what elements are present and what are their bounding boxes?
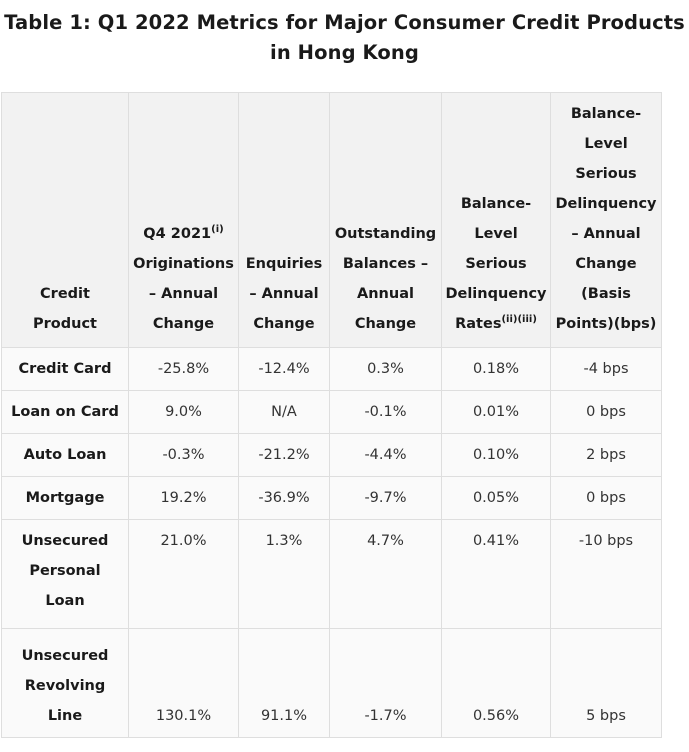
header-line <box>553 309 659 339</box>
header-line <box>131 249 236 279</box>
header-originations-change <box>129 93 239 348</box>
cell-delinquency-rate: 0.18% <box>442 348 551 391</box>
cell-originations-change: 9.0% <box>129 391 239 434</box>
product-name-line: Revolving <box>24 678 106 694</box>
header-text: Balance- <box>460 196 532 212</box>
cell-delinquency-change: 2 bps <box>551 434 662 477</box>
footnote-marker: (ii)(iii) <box>501 314 537 325</box>
header-text: (Basis <box>581 286 631 302</box>
header-text: Enquiries <box>245 256 323 272</box>
header-line <box>4 279 126 309</box>
product-name-line: Personal <box>29 563 101 579</box>
header-line <box>444 309 548 339</box>
header-text: Change <box>575 256 637 272</box>
cell-credit-product <box>2 348 129 391</box>
cell-balances-change: 4.7% <box>330 520 442 629</box>
header-text: Level <box>584 136 628 152</box>
header-line <box>332 249 439 279</box>
cell-credit-product <box>2 629 129 738</box>
header-text: – Annual <box>249 286 319 302</box>
header-text: Balances – <box>342 256 429 272</box>
product-name-line: Loan on Card <box>11 404 119 420</box>
cell-delinquency-rate: 0.10% <box>442 434 551 477</box>
header-line <box>553 219 659 249</box>
cell-delinquency-change: -4 bps <box>551 348 662 391</box>
cell-originations-change: -0.3% <box>129 434 239 477</box>
header-line <box>332 309 439 339</box>
header-text: Delinquency <box>555 196 657 212</box>
header-text: Product <box>33 316 97 332</box>
header-text: Credit <box>40 286 90 302</box>
header-line <box>553 279 659 309</box>
cell-enquiries-change: 1.3% <box>239 520 330 629</box>
cell-enquiries-change: -21.2% <box>239 434 330 477</box>
footnote-marker: (i) <box>211 224 224 235</box>
cell-originations-change: 130.1% <box>129 629 239 738</box>
header-line <box>241 279 327 309</box>
table-title <box>0 8 689 68</box>
header-text: Level <box>474 226 518 242</box>
table-row <box>2 348 662 391</box>
header-line <box>131 309 236 339</box>
header-text: – Annual <box>148 286 219 302</box>
cell-delinquency-rate: 0.01% <box>442 391 551 434</box>
cell-balances-change: 0.3% <box>330 348 442 391</box>
header-line <box>444 219 548 249</box>
cell-delinquency-rate: 0.05% <box>442 477 551 520</box>
header-credit-product <box>2 93 129 348</box>
cell-credit-product <box>2 477 129 520</box>
cell-delinquency-rate: 0.41% <box>442 520 551 629</box>
header-line <box>131 279 236 309</box>
cell-balances-change: -9.7% <box>330 477 442 520</box>
table-title-line-2: in Hong Kong <box>270 41 419 64</box>
cell-enquiries-change: -36.9% <box>239 477 330 520</box>
header-balances-change <box>330 93 442 348</box>
header-line <box>444 279 548 309</box>
header-text: Rates <box>455 316 502 332</box>
cell-credit-product <box>2 520 129 629</box>
cell-balances-change: -0.1% <box>330 391 442 434</box>
cell-delinquency-change: 5 bps <box>551 629 662 738</box>
cell-credit-product <box>2 434 129 477</box>
header-text: Serious <box>465 256 527 272</box>
header-line <box>553 129 659 159</box>
table-row <box>2 520 662 629</box>
header-text: Annual <box>357 286 414 302</box>
table-header-row <box>2 93 662 348</box>
header-text: Q4 2021 <box>143 226 212 242</box>
header-line <box>553 99 659 129</box>
header-line <box>553 189 659 219</box>
cell-originations-change: -25.8% <box>129 348 239 391</box>
metrics-table <box>1 92 662 738</box>
header-enquiries-change <box>239 93 330 348</box>
header-line <box>553 159 659 189</box>
table-row <box>2 391 662 434</box>
table-row <box>2 477 662 520</box>
header-text: Delinquency <box>445 286 547 302</box>
header-text: Outstanding <box>334 226 437 242</box>
header-line <box>241 309 327 339</box>
header-delinquency-change <box>551 93 662 348</box>
cell-delinquency-change: -10 bps <box>551 520 662 629</box>
product-name-line: Unsecured <box>21 648 109 664</box>
cell-enquiries-change: N/A <box>239 391 330 434</box>
header-text: Originations <box>133 256 234 272</box>
header-delinquency-rates <box>442 93 551 348</box>
table-row <box>2 629 662 738</box>
header-text: Change <box>152 316 215 332</box>
table-title-line-1: Table 1: Q1 2022 Metrics for Major Consumer Credit Products <box>4 11 685 34</box>
header-line <box>4 309 126 339</box>
header-line <box>241 249 327 279</box>
cell-enquiries-change: -12.4% <box>239 348 330 391</box>
header-line <box>444 249 548 279</box>
cell-enquiries-change: 91.1% <box>239 629 330 738</box>
header-line <box>332 219 439 249</box>
cell-balances-change: -1.7% <box>330 629 442 738</box>
header-text: Points)(bps) <box>555 316 657 332</box>
cell-credit-product <box>2 391 129 434</box>
cell-originations-change: 19.2% <box>129 477 239 520</box>
header-text: Change <box>253 316 315 332</box>
product-name-line: Line <box>47 708 83 724</box>
cell-delinquency-change: 0 bps <box>551 391 662 434</box>
cell-delinquency-change: 0 bps <box>551 477 662 520</box>
header-text: Balance- <box>570 106 642 122</box>
cell-originations-change: 21.0% <box>129 520 239 629</box>
header-line <box>332 279 439 309</box>
cell-delinquency-rate: 0.56% <box>442 629 551 738</box>
header-text: – Annual <box>571 226 641 242</box>
cell-balances-change: -4.4% <box>330 434 442 477</box>
header-text: Change <box>354 316 417 332</box>
product-name-line: Unsecured <box>21 533 109 549</box>
product-name-line: Mortgage <box>25 490 105 506</box>
header-line <box>444 189 548 219</box>
product-name-line: Auto Loan <box>23 447 107 463</box>
product-name-line: Credit Card <box>18 361 112 377</box>
table-body <box>2 348 662 738</box>
header-line <box>131 219 236 249</box>
product-name-line: Loan <box>45 593 85 609</box>
header-line <box>553 249 659 279</box>
table-row <box>2 434 662 477</box>
header-text: Serious <box>575 166 637 182</box>
metrics-table-container <box>1 92 662 738</box>
